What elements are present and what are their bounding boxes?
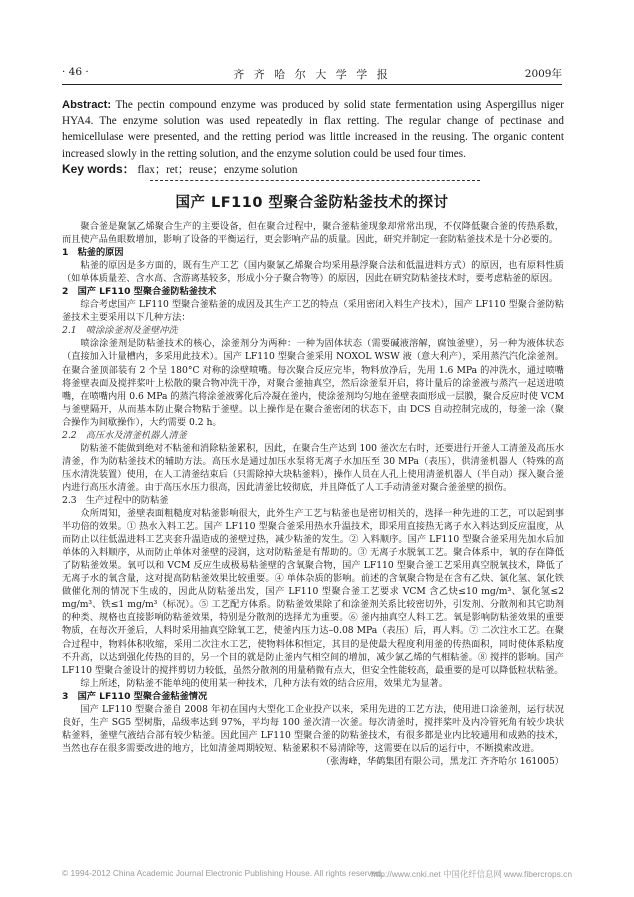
section-2-1-text: 喷涂涂釜剂是防粘釜技术的核心，涂釜剂分为两种：一种为固体状态（需要碱液溶解，腐蚀釜壁），另一种为液体状态（直接加入计量槽内，多采用此技术）。国产 LF110 型聚合釜采用 NOXOL WSW 液（意大利产），采用蒸汽汽化涂釜剂。在聚合釜顶部装有 2 个呈 180°C 对称的涂壁喷嘴。每次聚合反应完毕，物料放净后，先用 1.6 MPa 的冲洗水，通过喷嘴将釜壁表面及搅拌桨叶上松散的聚合物冲洗干净，对聚合釜抽真空，然后涂釜泵开启，将计量后的涂釜液与蒸汽一起送进喷嘴，在喷嘴内用 0.6 MPa 的蒸汽将涂釜液雾化后冷凝在釜内，使涂釜剂均匀地在釜壁表面形成一层膜，聚合反应时使 VCM 与釜壁隔开，从而基本防止聚合物粘于釜壁。以上操作是在聚合釜密闭的状态下，由 DCS 自动控制完成的，每釜一涂（聚合操作为间歇操作），大约需要 0.2 h。	[62, 338, 564, 428]
section-2-text: 综合考虑国产 LF110 型聚合釜粘釜的成因及其生产工艺的特点（采用密闭入料生产技术），国产 LF110 型聚合釜防粘釜技术主要采用以下几种方法：	[62, 299, 564, 324]
author-signature: （张海峰，华鹤集团有限公司，黑龙江 齐齐哈尔 161005）	[320, 755, 564, 767]
keywords-text: flax；ret；reuse；enzyme solution	[137, 164, 298, 176]
abstract	[62, 97, 564, 162]
issue-year: 2009年	[524, 68, 562, 80]
copyright-notice: © 1994-2012 China Academic Journal Electronic Publishing House. All rights reserved.	[62, 868, 384, 878]
section-3-text: 国产 LF110 型聚合釜自 2008 年初在国内大型化工企业投产以来，采用先进的工艺方法，使用进口涂釜剂，运行状况良好，生产 SG5 型树脂，品级率达到 97%，平均每 100 釜次清一次釜。每次清釜时，搅拌桨叶及内冷管死角有较少块状粘釜料，釜壁气液结合部有较少粘釜。因此国产 LF110 型聚合釜的防粘釜技术，有很多都是业内比较通用和成熟的技术，当然也存在很多需要改进的地方，比如清釜周期较短、粘釜累积不易清除等，这需要在以后的运行中，不断摸索改进。	[62, 703, 564, 754]
abstract-label: Abstract:	[62, 99, 112, 111]
keywords-label: Key words：	[62, 162, 135, 176]
section-2-3-summary: 综上所述，防粘釜不能单纯的使用某一种技术，几种方法有效的结合应用，效果尤为显著。	[80, 677, 448, 689]
header-rule	[62, 84, 562, 85]
section-3-heading: 3 国产 LF110 型聚合釜粘釜情况	[62, 690, 208, 702]
section-divider	[150, 180, 480, 181]
cnki-link[interactable]: http://www.cnki.net	[370, 869, 441, 879]
journal-title: 齐 齐 哈 尔 大 学 学 报	[233, 68, 391, 81]
watermark-text: 中国化纤信息网 www.fibercrops.cn	[443, 869, 572, 879]
section-2-2-text: 防粘釜不能做到绝对不粘釜和消除粘釜累积，因此，在聚合生产达到 100 釜次左右时，还要进行开釜人工清釜及高压水清釜，作为防粘釜技术的辅助方法。高压水是通过加压水泵将无离子水加压至 30 MPa（表压），供清釜机器人（特殊的高压水清洗装置）使用，在人工清釜结束后（只需除掉大块粘釜料），操作人员在人孔上使用清釜机器人（半自动）探入聚合釜内进行高压水清釜。由于高压水压力很高，因此清釜比较彻底，并且降低了人工手动清釜对聚合釜釜壁的损伤。	[62, 442, 564, 493]
section-2-1-heading: 2.1 喷涂涂釜剂及釜壁冲洗	[62, 325, 178, 337]
article-body	[62, 220, 564, 768]
abstract-text: The pectin compound enzyme was produced by solid state fermentation using Aspergillus niger HYA4. The enzyme solution was used repeatedly in flax retting. The regular change of pectinase and hemicellulase were presented, and the retting period was little increased in the reusing. The organic content increased slowly in the retting solution, and the enzyme solution could be used four times.	[62, 99, 564, 160]
running-header	[62, 66, 562, 82]
section-2-3-text: 众所周知，釜壁表面粗糙度对粘釜影响很大，此外生产工艺与粘釜也是密切相关的，选择一种先进的工艺，可以起到事半功倍的效果。① 热水入料工艺。国产 LF110 型聚合釜采用热水升温技术，即采用直接热无离子水入料达到反应温度，从而防止以往低温进料工艺夹套升温造成的釜壁过热，减少粘釜的发生。② 入料顺序。国产 LF110 型聚合釜采用先加水后加单体的入料顺序，从而防止单体对釜壁的浸润，这对防粘釜是有帮助的。③ 无离子水脱氧工艺。聚合体系中，氧的存在降低了防粘釜效果。氧可以和 VCM 反应生成极易粘釜壁的含氧聚合物，国产 LF110 型聚合釜工艺采用真空脱氧技术，降低了无离子水的氧含量，这对提高防粘釜效果比较重要。④ 单体杂质的影响。前述的含氧聚合物是在含有乙炔、氯化氢、氯化铁做催化剂的情况下生成的，因此从防粘釜出发，国产 LF110 型聚合釜工艺要求 VCM 含乙炔≤10 mg/m³、氯化氢≤2 mg/m³、铁≤1 mg/m³（标况）。⑤ 工艺配方体系。防粘釜效果除了和涂釜剂关系比较密切外，引发剂、分散剂和其它助剂的种类、规格也直接影响防粘釜效果，特别是分散剂的选择尤为重要。⑥ 釜内抽真空人料工艺。氧是影响防粘釜效果的重要物质，在每次开釜后，人料时采用抽真空除氧工艺，使釜内压力达–0.08 MPa（表压）后，再人料。⑦ 二次注水工艺。在聚合过程中，物料体积收缩，采用二次注水工艺，使物料体积恒定，其目的是使最大程度利用釜的传热面积，同时使体系粘度不升高，以达到强化传热的目的，另一个目的就是防止釜内气相空间的增加，减少氯乙烯的气相粘釜。⑧ 搅拌的影响。国产 LF110 型聚合釜设计的搅拌剪切力较低，虽然分散剂的用量稍微有点大，但安全性能较高，最重要的是可以降低粒状粘釜。	[62, 508, 564, 676]
section-1-heading: 1 粘釜的原因	[62, 247, 124, 259]
section-2-2-heading: 2.2 高压水及清釜机器人清釜	[62, 429, 187, 441]
section-2-heading: 2 国产 LF110 型聚合釜防粘釜技术	[62, 286, 217, 298]
page-number: · 46 ·	[62, 66, 89, 78]
intro-paragraph: 聚合釜是聚氯乙烯聚合生产的主要设备，但在聚合过程中，聚合釜粘釜现象却常常出现，不仅降低聚合釜的传热系数，而且使产品鱼眼数增加，影响了设备的平衡运行，更会影响产品的质量。因此，研究并制定一套防粘釜技术是十分必要的。	[62, 221, 564, 246]
article-title: 国产 LF110 型聚合釜防粘釜技术的探讨	[175, 195, 449, 211]
section-1-text: 粘釜的原因是多方面的，既有生产工艺（国内聚氯乙烯聚合均采用悬浮聚合法和低温进料方式）的原因，也有原料性质（如单体质量差、含水高、含游离基较多，形成小分子聚合物等）的原因，因此在研究防粘釜技术时，要考虑粘釜的原因。	[62, 260, 564, 285]
footer-site	[371, 868, 572, 880]
keywords	[62, 160, 562, 177]
section-2-3-heading: 2.3 生产过程中的防粘釜	[62, 494, 169, 506]
